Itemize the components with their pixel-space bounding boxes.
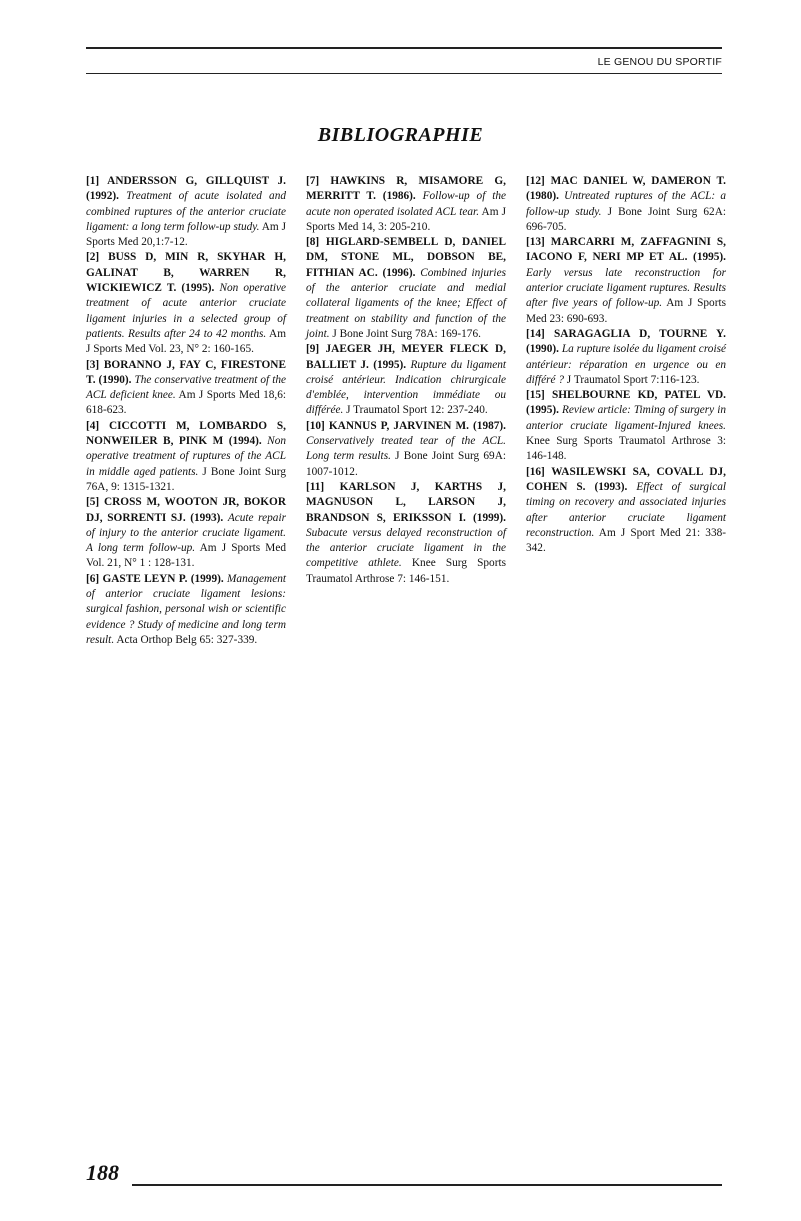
reference-entry: [306, 174, 506, 235]
reference-source: Am J Sports Med 14, 3: 205-210.: [306, 205, 506, 233]
reference-title: Review article: Timing of surgery in anterior cruciate ligament-Injured knees.: [526, 404, 726, 432]
header-rule: [86, 73, 722, 74]
reference-authors: [14] SARAGAGLIA D, TOURNE Y. (1990).: [526, 327, 726, 356]
bibliography-column-1: [86, 174, 286, 648]
reference-source: J Bone Joint Surg 78A: 169-176.: [332, 327, 481, 340]
page-title: BIBLIOGRAPHIE: [317, 124, 484, 146]
reference-title: Management of anterior cruciate ligament lesions: surgical fashion, personal wish or scientific evidence ? Study of medicine and long term result.: [86, 572, 286, 646]
reference-authors: [9] JAEGER JH, MEYER FLECK D, BALLIET J. (1995).: [306, 343, 506, 371]
reference-source: Am J Sports Med 20,1:7-12.: [86, 220, 286, 249]
reference-entry: [526, 465, 726, 557]
bibliography-column-2: [306, 174, 506, 587]
reference-authors: [3] BORANNO J, FAY C, FIRESTONE T. (1990).: [86, 358, 286, 386]
reference-source: Am J Sports Med Vol. 21, N° 1 : 128-131.: [86, 542, 286, 570]
reference-source: Knee Surg Sports Traumatol Arthrose 3: 146-148.: [526, 435, 726, 463]
reference-source: Acta Orthop Belg 65: 327-339.: [116, 633, 258, 646]
reference-title: Effect of surgical timing on recovery and associated injuries after anterior cruciate ligament reconstruction.: [526, 480, 727, 539]
reference-entry: [306, 419, 506, 480]
reference-entry: [306, 235, 506, 342]
reference-authors: [11] KARLSON J, KARTHS J, MAGNUSON L, LARSON J, BRANDSON S, ERIKSSON I. (1999).: [306, 480, 506, 524]
reference-authors: [2] BUSS D, MIN R, SKYHAR H, GALINAT B, WARREN R, WICKIEWICZ T. (1995).: [86, 251, 286, 295]
reference-title: The conservative treatment of the ACL deficient knee.: [86, 373, 286, 402]
reference-source: J Bone Joint Surg 62A: 696-705.: [526, 205, 726, 233]
reference-source: Am J Sports Med 18,6: 618-623.: [86, 389, 287, 417]
reference-authors: [4] CICCOTTI M, LOMBARDO S, NONWEILER B, PINK M (1994).: [86, 419, 286, 448]
reference-authors: [7] HAWKINS R, MISAMORE G, MERRITT T. (1986).: [306, 175, 506, 203]
reference-authors: [5] CROSS M, WOOTON JR, BOKOR DJ, SORRENTI SJ. (1993).: [86, 496, 286, 524]
reference-title: Early versus late reconstruction for anterior cruciate ligament ruptures. Results after five years of follow-up.: [526, 266, 726, 310]
reference-authors: [16] WASILEWSKI SA, COVALL DJ, COHEN S. (1993).: [526, 465, 726, 493]
reference-source: Am J Sport Med 21: 338-342.: [526, 526, 727, 555]
reference-title: Non operative treatment of ruptures of the ACL in middle aged patients.: [86, 435, 287, 478]
reference-entry: [526, 235, 726, 327]
reference-authors: [15] SHELBOURNE KD, PATEL VD. (1995).: [526, 389, 726, 417]
reference-source: J Traumatol Sport 7:116-123.: [566, 373, 700, 386]
reference-title: Treatment of acute isolated and combined ruptures of the anterior cruciate ligament: a long term follow-up study.: [86, 190, 286, 233]
reference-authors: [6] GASTE LEYN P. (1999).: [86, 572, 224, 585]
reference-authors: [8] HIGLARD-SEMBELL D, DANIEL DM, STONE ML, DOBSON BE, FITHIAN AC. (1996).: [306, 236, 506, 279]
reference-title: Combined injuries of the anterior cruciate and medial collateral ligaments of the knee; Effect of treatment on stability and function of the joint.: [306, 266, 506, 340]
reference-source: Am J Sports Med 23: 690-693.: [526, 297, 727, 325]
reference-title: Acute repair of injury to the anterior cruciate ligament. A long term follow-up.: [86, 511, 286, 555]
reference-entry: [306, 342, 506, 418]
reference-title: Rupture du ligament croisé antérieur. Indication chirurgicale d'emblée, intervention immédiate ou différée.: [306, 358, 506, 417]
reference-source: J Traumatol Sport 12: 237-240.: [346, 404, 488, 417]
reference-title: Subacute versus delayed reconstruction of the anterior cruciate ligament in the competitive athlete.: [306, 526, 506, 570]
reference-authors: [1] ANDERSSON G, GILLQUIST J. (1992).: [86, 175, 286, 203]
reference-title: Untreated ruptures of the ACL: a follow-up study.: [526, 190, 726, 218]
reference-entry: [86, 358, 286, 419]
running-header: LE GENOU DU SPORTIF: [597, 56, 722, 68]
reference-entry: [526, 388, 726, 464]
reference-entry: [306, 480, 506, 587]
reference-source: Am J Sports Med Vol. 23, N° 2: 160-165.: [86, 327, 286, 356]
reference-source: Knee Surg Sports Traumatol Arthrose 7: 146-151.: [306, 557, 506, 585]
reference-entry: [526, 174, 726, 235]
reference-entry: [86, 495, 286, 571]
reference-authors: [12] MAC DANIEL W, DAMERON T. (1980).: [526, 175, 726, 203]
reference-title: Non operative treatment of acute anterior cruciate ligament injuries in a selected group of patients. Results after 24 to 42 months.: [86, 282, 286, 340]
reference-source: J Bone Joint Surg 69A: 1007-1012.: [306, 450, 506, 478]
reference-entry: [526, 327, 726, 388]
reference-title: Follow-up of the acute non operated isolated ACL tear.: [306, 190, 506, 218]
reference-entry: [86, 419, 286, 495]
reference-source: J Bone Joint Surg 76A, 9: 1315-1321.: [86, 465, 287, 493]
reference-entry: [86, 250, 286, 357]
top-rule: [86, 47, 722, 49]
reference-entry: [86, 572, 286, 648]
page-number: 188: [86, 1160, 119, 1185]
bibliography-column-3: [526, 174, 726, 556]
reference-authors: [10] KANNUS P, JARVINEN M. (1987).: [306, 419, 506, 432]
footer-rule: [132, 1184, 722, 1186]
reference-authors: [13] MARCARRI M, ZAFFAGNINI S, IACONO F, NERI MP ET AL. (1995).: [526, 236, 726, 264]
reference-entry: [86, 174, 286, 250]
reference-title: Conservatively treated tear of the ACL. Long term results.: [306, 435, 506, 463]
reference-title: La rupture isolée du ligament croisé antérieur: réparation en urgence ou en différé ?: [526, 343, 726, 386]
